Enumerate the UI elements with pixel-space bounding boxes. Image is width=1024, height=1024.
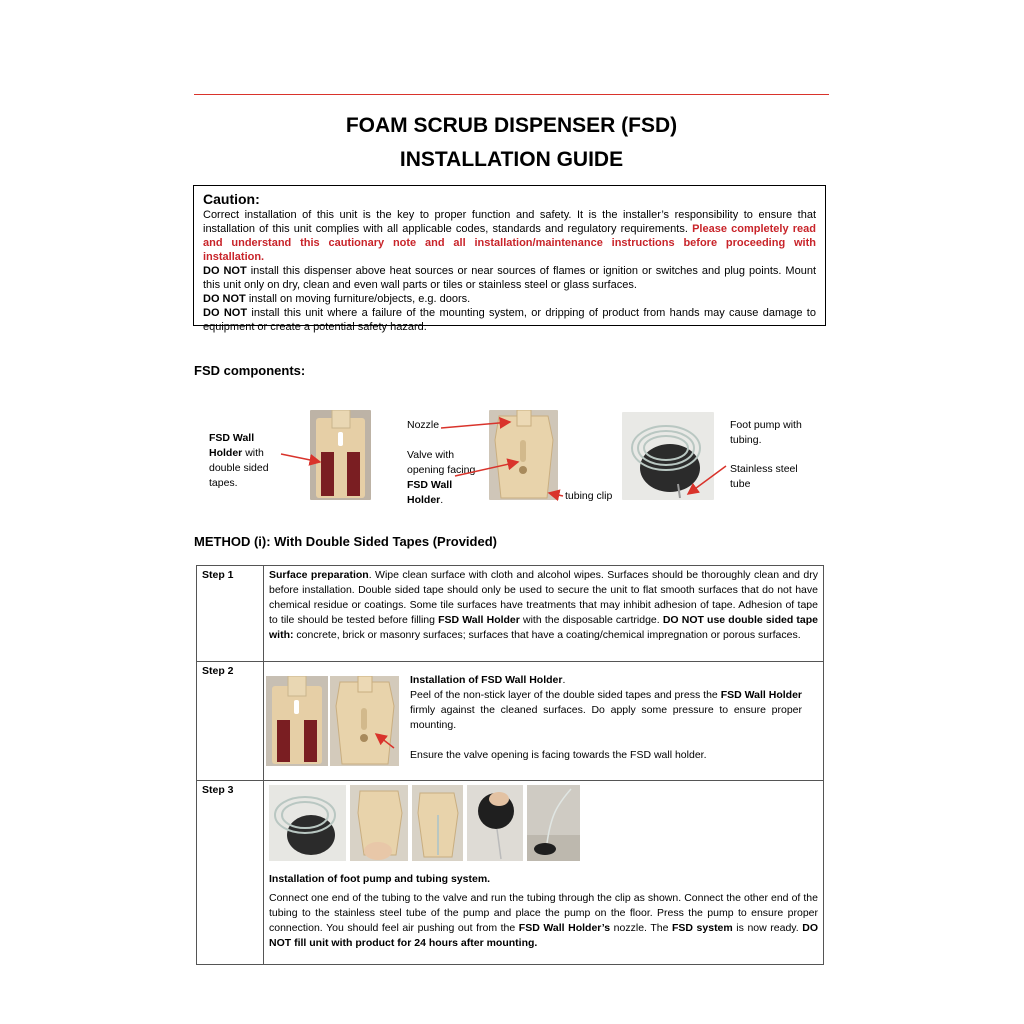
table-row	[197, 781, 824, 965]
step-3-title: Installation of foot pump and tubing system.	[269, 873, 491, 885]
table-row	[197, 662, 824, 781]
step-3-photos	[269, 783, 818, 865]
step-2-label: Step 2	[197, 662, 264, 781]
holder-label: FSD Wall Holder with double sided tapes.	[209, 432, 269, 489]
step-2-holder-back-photo	[266, 676, 328, 766]
tube-arrow	[688, 466, 726, 494]
step-2-holder-front-photo	[330, 676, 399, 766]
step-3-holder-photo-2	[412, 785, 463, 861]
step-3-label: Step 3	[197, 781, 264, 965]
nozzle-arrow	[441, 422, 510, 428]
step-1-text: Surface preparation. Wipe clean surface with cloth and alcohol wipes. Surfaces should be thoroughly clean and dry before installation. Double sided tape should only be used to secure the unit to flat smooth surfaces that do not have chemical residue or coatings. Some tile surfaces have treatments that may inhibit adhesion of tape. Adhesion of tape to tile should be tested before filling FSD Wall Holder with the disposable cartridge. DO NOT use double sided tape with: concrete, brick or masonry surfaces; surfaces that have a coating/chemical impregnation or porous surfaces.	[264, 566, 824, 662]
nozzle-label: Nozzle	[407, 419, 440, 431]
page-title: FOAM SCRUB DISPENSER (FSD)	[345, 114, 678, 137]
method-heading: METHOD (i): With Double Sided Tapes (Provided)	[194, 534, 497, 549]
caution-paragraph-3: DO NOT install on moving furniture/objects, e.g. doors.	[203, 293, 471, 305]
step-3-press-pump-photo	[467, 785, 523, 861]
step-2-text: Installation of FSD Wall Holder. Peel of the non-stick layer of the double sided tapes and press the FSD Wall Holder firmly against the cleaned surfaces. Do apply some pressure to ensure proper mounting. Ensure the valve opening is facing towards the FSD wall holder.	[410, 674, 802, 761]
steps-table	[196, 565, 824, 965]
step-3-text: Connect one end of the tubing to the valve and run the tubing through the clip as shown. Connect the other end of the tubing to the stainless steel tube of the pump and place the pump on the floor. Press the pump to ensure proper connection. You should feel air pushing out from the FSD Wall Holder’s nozzle. The FSD system is now ready. DO NOT fill unit with product for 24 hours after mounting.	[269, 892, 818, 949]
foot-pump-label: Foot pump with tubing.	[730, 419, 802, 446]
caution-title: Caution:	[203, 191, 260, 207]
valve-label: Valve with opening facing FSD Wall Holder.	[407, 449, 476, 506]
page-subtitle: INSTALLATION GUIDE	[399, 148, 624, 171]
holder-arrow	[281, 454, 320, 462]
step-3-pump-floor-photo	[527, 785, 580, 861]
tubing-clip-label: tubing clip	[565, 490, 613, 502]
caution-paragraph-1: Correct installation of this unit is the key to proper function and safety. It is the installer’s responsibility to ensure that installation of this unit complies with all applicable codes, standards and regulatory requirements. Please completely read and understand this cautionary note and all installation/maintenance instructions before proceeding with installation.	[203, 209, 816, 263]
step-2-content	[264, 662, 824, 781]
step-3-content	[264, 781, 824, 965]
valve-arrow	[455, 462, 518, 476]
caution-paragraph-4: DO NOT install this unit where a failure of the mounting system, or dripping of product from hands may cause damage to equipment or create a potential safety hazard.	[203, 307, 816, 333]
components-heading: FSD components:	[194, 363, 306, 378]
steel-tube-label: Stainless steel tube	[730, 463, 798, 490]
caution-paragraph-2: DO NOT install this dispenser above heat sources or near sources of flames or ignition or switches and plug points. Mount this unit only on dry, clean and even wall parts or tiles or stainless steel or glass surfaces.	[203, 265, 816, 291]
step-3-pump-photo	[269, 785, 346, 861]
table-row	[197, 566, 824, 662]
step-3-holder-photo-1	[350, 785, 408, 861]
step-2-note: Ensure the valve opening is facing towards the FSD wall holder.	[410, 749, 707, 761]
caution-warning: Please completely read and understand this cautionary note and all installation/maintenance instructions before proceeding with installation.	[203, 223, 816, 263]
step-1-label: Step 1	[197, 566, 264, 662]
clip-arrow	[549, 493, 563, 496]
